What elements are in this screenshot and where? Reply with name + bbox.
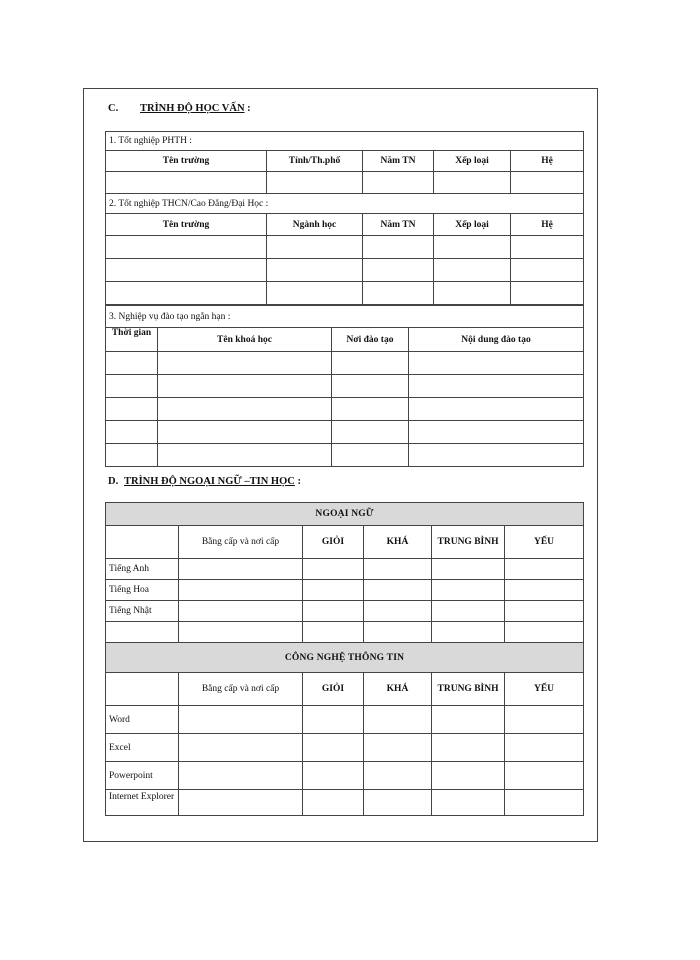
input-cell[interactable] — [158, 421, 332, 444]
input-cell[interactable] — [179, 601, 303, 622]
fl-header-empty — [106, 526, 179, 559]
input-cell[interactable] — [505, 790, 584, 816]
part2-header-major: Ngành học — [267, 214, 363, 236]
input-cell[interactable] — [505, 762, 584, 790]
input-cell[interactable] — [363, 259, 434, 282]
input-cell[interactable] — [434, 282, 511, 305]
input-cell[interactable] — [158, 375, 332, 398]
table-row — [106, 375, 584, 398]
input-cell[interactable] — [364, 706, 432, 734]
input-cell[interactable] — [432, 734, 505, 762]
fl-row-label: Tiếng Nhật — [106, 601, 179, 622]
input-cell[interactable] — [432, 706, 505, 734]
input-cell[interactable] — [179, 790, 303, 816]
input-cell[interactable] — [409, 352, 584, 375]
input-cell[interactable] — [432, 559, 505, 580]
input-cell[interactable] — [505, 559, 584, 580]
it-row-label: Excel — [106, 734, 179, 762]
part2-header-system: Hệ — [511, 214, 584, 236]
input-cell[interactable] — [106, 444, 158, 467]
input-cell[interactable] — [303, 622, 364, 643]
input-cell[interactable] — [332, 398, 409, 421]
input-cell[interactable] — [106, 282, 267, 305]
fl-header-excellent: GIỎI — [303, 526, 364, 559]
fl-row-label: Tiếng Anh — [106, 559, 179, 580]
input-cell[interactable] — [505, 706, 584, 734]
table-row — [106, 259, 584, 282]
input-cell[interactable] — [511, 259, 584, 282]
input-cell[interactable] — [158, 444, 332, 467]
input-cell[interactable] — [505, 601, 584, 622]
fl-header-average: TRUNG BÌNH — [432, 526, 505, 559]
input-cell[interactable] — [106, 172, 267, 194]
input-cell[interactable] — [363, 236, 434, 259]
table-row — [106, 790, 584, 816]
input-cell[interactable] — [267, 236, 363, 259]
input-cell[interactable] — [505, 734, 584, 762]
part3-caption: 3. Nghiệp vụ đào tạo ngắn hạn : — [106, 306, 584, 328]
input-cell[interactable] — [267, 282, 363, 305]
input-cell[interactable] — [505, 580, 584, 601]
table-row — [106, 734, 584, 762]
section-c-suffix: : — [244, 103, 251, 114]
fl-row-label: Tiếng Hoa — [106, 580, 179, 601]
it-row-label: Internet Explorer — [106, 790, 179, 816]
input-cell[interactable] — [434, 172, 511, 194]
input-cell[interactable] — [364, 734, 432, 762]
input-cell[interactable] — [432, 762, 505, 790]
table-row — [106, 559, 584, 580]
input-cell[interactable] — [303, 790, 364, 816]
part1-header-school: Tên trường — [106, 151, 267, 172]
part2-header-school: Tên trường — [106, 214, 267, 236]
input-cell[interactable] — [364, 580, 432, 601]
input-cell[interactable] — [303, 580, 364, 601]
table-row — [106, 172, 584, 194]
it-row-label: Powerpoint — [106, 762, 179, 790]
input-cell[interactable] — [106, 398, 158, 421]
input-cell[interactable] — [158, 398, 332, 421]
input-cell[interactable] — [267, 172, 363, 194]
input-cell[interactable] — [179, 559, 303, 580]
it-header-weak: YẾU — [505, 673, 584, 706]
table-row — [106, 421, 584, 444]
input-cell[interactable] — [106, 236, 267, 259]
section-d-heading — [108, 476, 301, 487]
input-cell[interactable] — [409, 375, 584, 398]
it-title: CÔNG NGHỆ THÔNG TIN — [106, 643, 584, 673]
input-cell[interactable] — [363, 282, 434, 305]
table-row — [106, 398, 584, 421]
input-cell[interactable] — [511, 172, 584, 194]
input-cell[interactable] — [179, 580, 303, 601]
input-cell[interactable] — [332, 421, 409, 444]
table-row — [106, 622, 584, 643]
it-header-average: TRUNG BÌNH — [432, 673, 505, 706]
table-row — [106, 706, 584, 734]
input-cell[interactable] — [409, 421, 584, 444]
it-header-good: KHÁ — [364, 673, 432, 706]
input-cell[interactable] — [179, 706, 303, 734]
table-row — [106, 282, 584, 305]
part3-header-place: Nơi đào tạo — [332, 328, 409, 352]
section-d-letter: D. — [108, 476, 119, 487]
input-cell[interactable] — [267, 259, 363, 282]
input-cell[interactable] — [303, 734, 364, 762]
table-row — [106, 236, 584, 259]
part2-table — [105, 193, 584, 305]
part3-header-course: Tên khoá học — [158, 328, 332, 352]
table-row — [106, 352, 584, 375]
it-header-degree: Bằng cấp và nơi cấp — [179, 673, 303, 706]
input-cell[interactable] — [434, 236, 511, 259]
input-cell[interactable] — [511, 282, 584, 305]
part2-caption: 2. Tốt nghiệp THCN/Cao Đẳng/Đại Học : — [106, 194, 584, 214]
input-cell[interactable] — [363, 172, 434, 194]
input-cell[interactable] — [106, 375, 158, 398]
section-c-title: TRÌNH ĐỘ HỌC VẤN — [140, 103, 245, 114]
part1-header-year: Năm TN — [363, 151, 434, 172]
table-row — [106, 762, 584, 790]
input-cell[interactable] — [332, 444, 409, 467]
input-cell[interactable] — [179, 622, 303, 643]
input-cell[interactable] — [179, 734, 303, 762]
input-cell[interactable] — [303, 762, 364, 790]
input-cell[interactable] — [158, 352, 332, 375]
input-cell[interactable] — [303, 559, 364, 580]
input-cell[interactable] — [364, 622, 432, 643]
part1-header-rank: Xếp loại — [434, 151, 511, 172]
input-cell[interactable] — [106, 352, 158, 375]
input-cell[interactable] — [332, 352, 409, 375]
part1-header-province: Tỉnh/Th.phố — [267, 151, 363, 172]
input-cell[interactable] — [432, 622, 505, 643]
input-cell[interactable] — [511, 236, 584, 259]
input-cell[interactable] — [432, 790, 505, 816]
part3-header-content: Nội dung đào tạo — [409, 328, 584, 352]
input-cell[interactable] — [434, 259, 511, 282]
input-cell[interactable] — [106, 421, 158, 444]
part3-header-time: Thời gian — [106, 328, 158, 352]
section-d-title: TRÌNH ĐỘ NGOẠI NGỮ –TIN HỌC — [124, 476, 295, 487]
table-row — [106, 444, 584, 467]
input-cell[interactable] — [332, 375, 409, 398]
input-cell[interactable] — [409, 398, 584, 421]
input-cell[interactable] — [364, 601, 432, 622]
table-row — [106, 580, 584, 601]
fl-header-degree: Bằng cấp và nơi cấp — [179, 526, 303, 559]
input-cell[interactable] — [106, 259, 267, 282]
input-cell[interactable] — [364, 762, 432, 790]
part1-caption: 1. Tốt nghiệp PHTH : — [106, 132, 584, 151]
section-d-suffix: : — [294, 476, 301, 487]
table-row — [106, 601, 584, 622]
it-header-excellent: GIỎI — [303, 673, 364, 706]
fl-header-weak: YẾU — [505, 526, 584, 559]
it-row-label: Word — [106, 706, 179, 734]
input-cell[interactable] — [409, 444, 584, 467]
foreign-language-title: NGOẠI NGỮ — [106, 503, 584, 526]
part2-header-rank: Xếp loại — [434, 214, 511, 236]
input-cell[interactable] — [303, 601, 364, 622]
input-cell[interactable] — [505, 622, 584, 643]
input-cell[interactable] — [364, 559, 432, 580]
part1-table — [105, 131, 584, 194]
it-header-empty — [106, 673, 179, 706]
language-it-table — [105, 502, 584, 816]
part1-header-system: Hệ — [511, 151, 584, 172]
input-cell[interactable] — [303, 706, 364, 734]
part3-table — [105, 305, 584, 467]
section-c-heading — [108, 103, 251, 114]
fl-header-good: KHÁ — [364, 526, 432, 559]
input-cell[interactable] — [432, 580, 505, 601]
input-cell[interactable] — [364, 790, 432, 816]
section-c-letter: C. — [108, 103, 119, 114]
fl-row-label — [106, 622, 179, 643]
part2-header-year: Năm TN — [363, 214, 434, 236]
input-cell[interactable] — [179, 762, 303, 790]
input-cell[interactable] — [432, 601, 505, 622]
